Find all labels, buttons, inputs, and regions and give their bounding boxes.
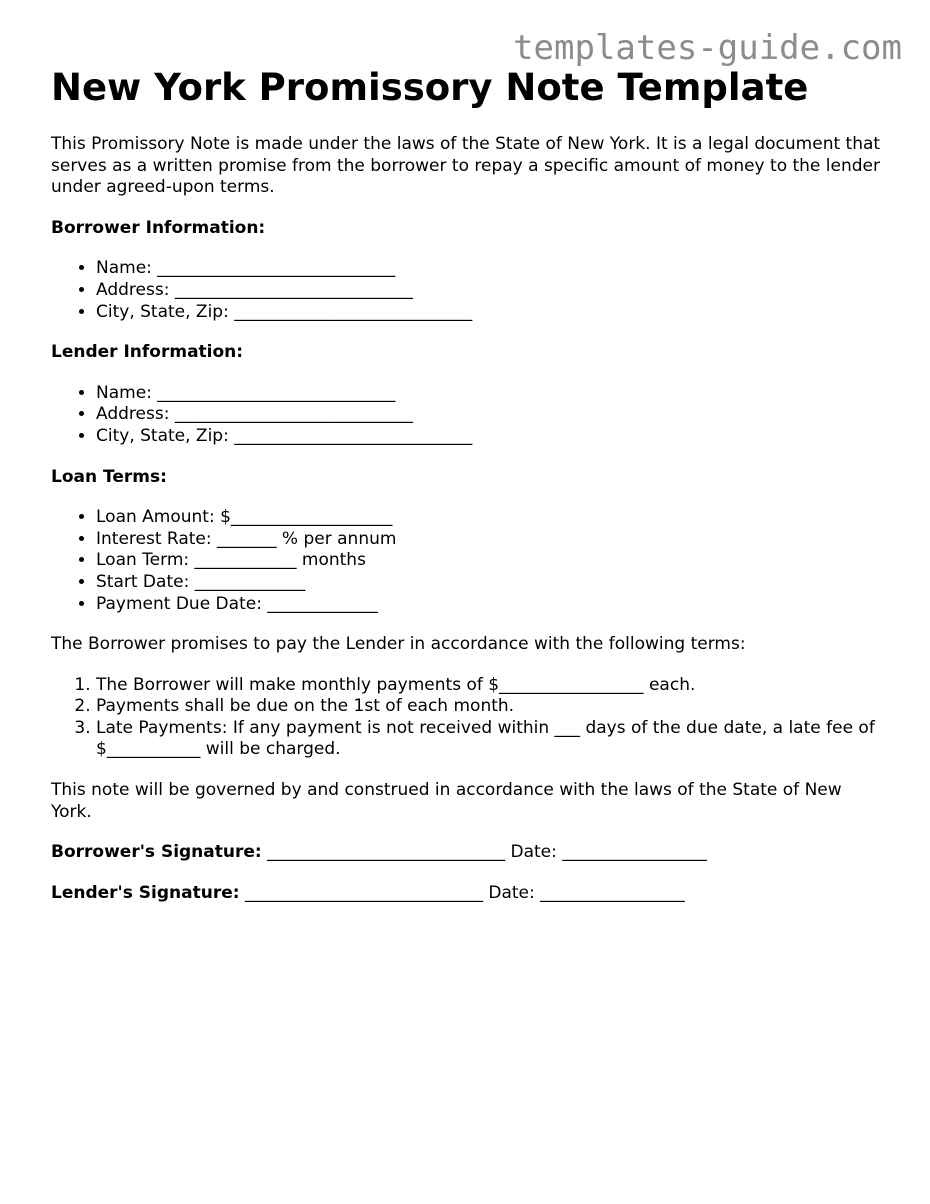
start-date-field: • Start Date: _____________ bbox=[96, 572, 881, 594]
document-page bbox=[51, 66, 881, 923]
loan-amount-field: • Loan Amount: $___________________ bbox=[96, 507, 881, 529]
lender-address-field: • Address: ____________________________ bbox=[96, 404, 881, 426]
watermark: templates-guide.com bbox=[513, 28, 902, 68]
payment-terms-list bbox=[51, 675, 881, 761]
page-title: New York Promissory Note Template bbox=[51, 66, 809, 109]
lender-list bbox=[51, 383, 881, 448]
loan-terms-heading: Loan Terms: bbox=[51, 466, 167, 487]
borrower-signature-line bbox=[51, 842, 881, 864]
payment-due-date-field: • Payment Due Date: _____________ bbox=[96, 594, 881, 616]
lender-signature-label: Lender's Signature: bbox=[51, 882, 240, 903]
payment-term-item: 1. The Borrower will make monthly payments of $_________________ each. bbox=[96, 675, 881, 697]
borrower-heading: Borrower Information: bbox=[51, 217, 266, 238]
interest-rate-field: • Interest Rate: _______ % per annum bbox=[96, 529, 881, 551]
lender-heading: Lender Information: bbox=[51, 342, 244, 363]
lender-signature-blanks: ____________________________ Date: _________________ bbox=[239, 882, 685, 903]
intro-paragraph: This Promissory Note is made under the laws of the State of New York. It is a legal document that serves as a written promise from the borrower to repay a specific amount of money to the lender under agreed-upon terms. bbox=[51, 134, 881, 198]
borrower-list bbox=[51, 258, 881, 323]
loan-terms-list bbox=[51, 507, 881, 615]
promise-paragraph: The Borrower promises to pay the Lender in accordance with the following terms: bbox=[51, 634, 746, 655]
governing-law-paragraph: This note will be governed by and construed in accordance with the laws of the State of New York. bbox=[51, 780, 842, 822]
borrower-signature-label: Borrower's Signature: bbox=[51, 842, 262, 863]
borrower-city-field: • City, State, Zip: ____________________________ bbox=[96, 302, 881, 324]
lender-name-field: • Name: ____________________________ bbox=[96, 383, 881, 405]
lender-city-field: • City, State, Zip: ____________________________ bbox=[96, 426, 881, 448]
borrower-name-field: • Name: ____________________________ bbox=[96, 258, 881, 280]
lender-signature-line bbox=[51, 883, 881, 905]
loan-term-field: • Loan Term: ____________ months bbox=[96, 550, 881, 572]
borrower-signature-blanks: ____________________________ Date: _________________ bbox=[261, 842, 707, 863]
payment-term-item: 3. Late Payments: If any payment is not received within ___ days of the due date, a late fee of $___________ will be charged. bbox=[96, 718, 881, 761]
borrower-address-field: • Address: ____________________________ bbox=[96, 280, 881, 302]
payment-term-item: 2. Payments shall be due on the 1st of each month. bbox=[96, 696, 881, 718]
